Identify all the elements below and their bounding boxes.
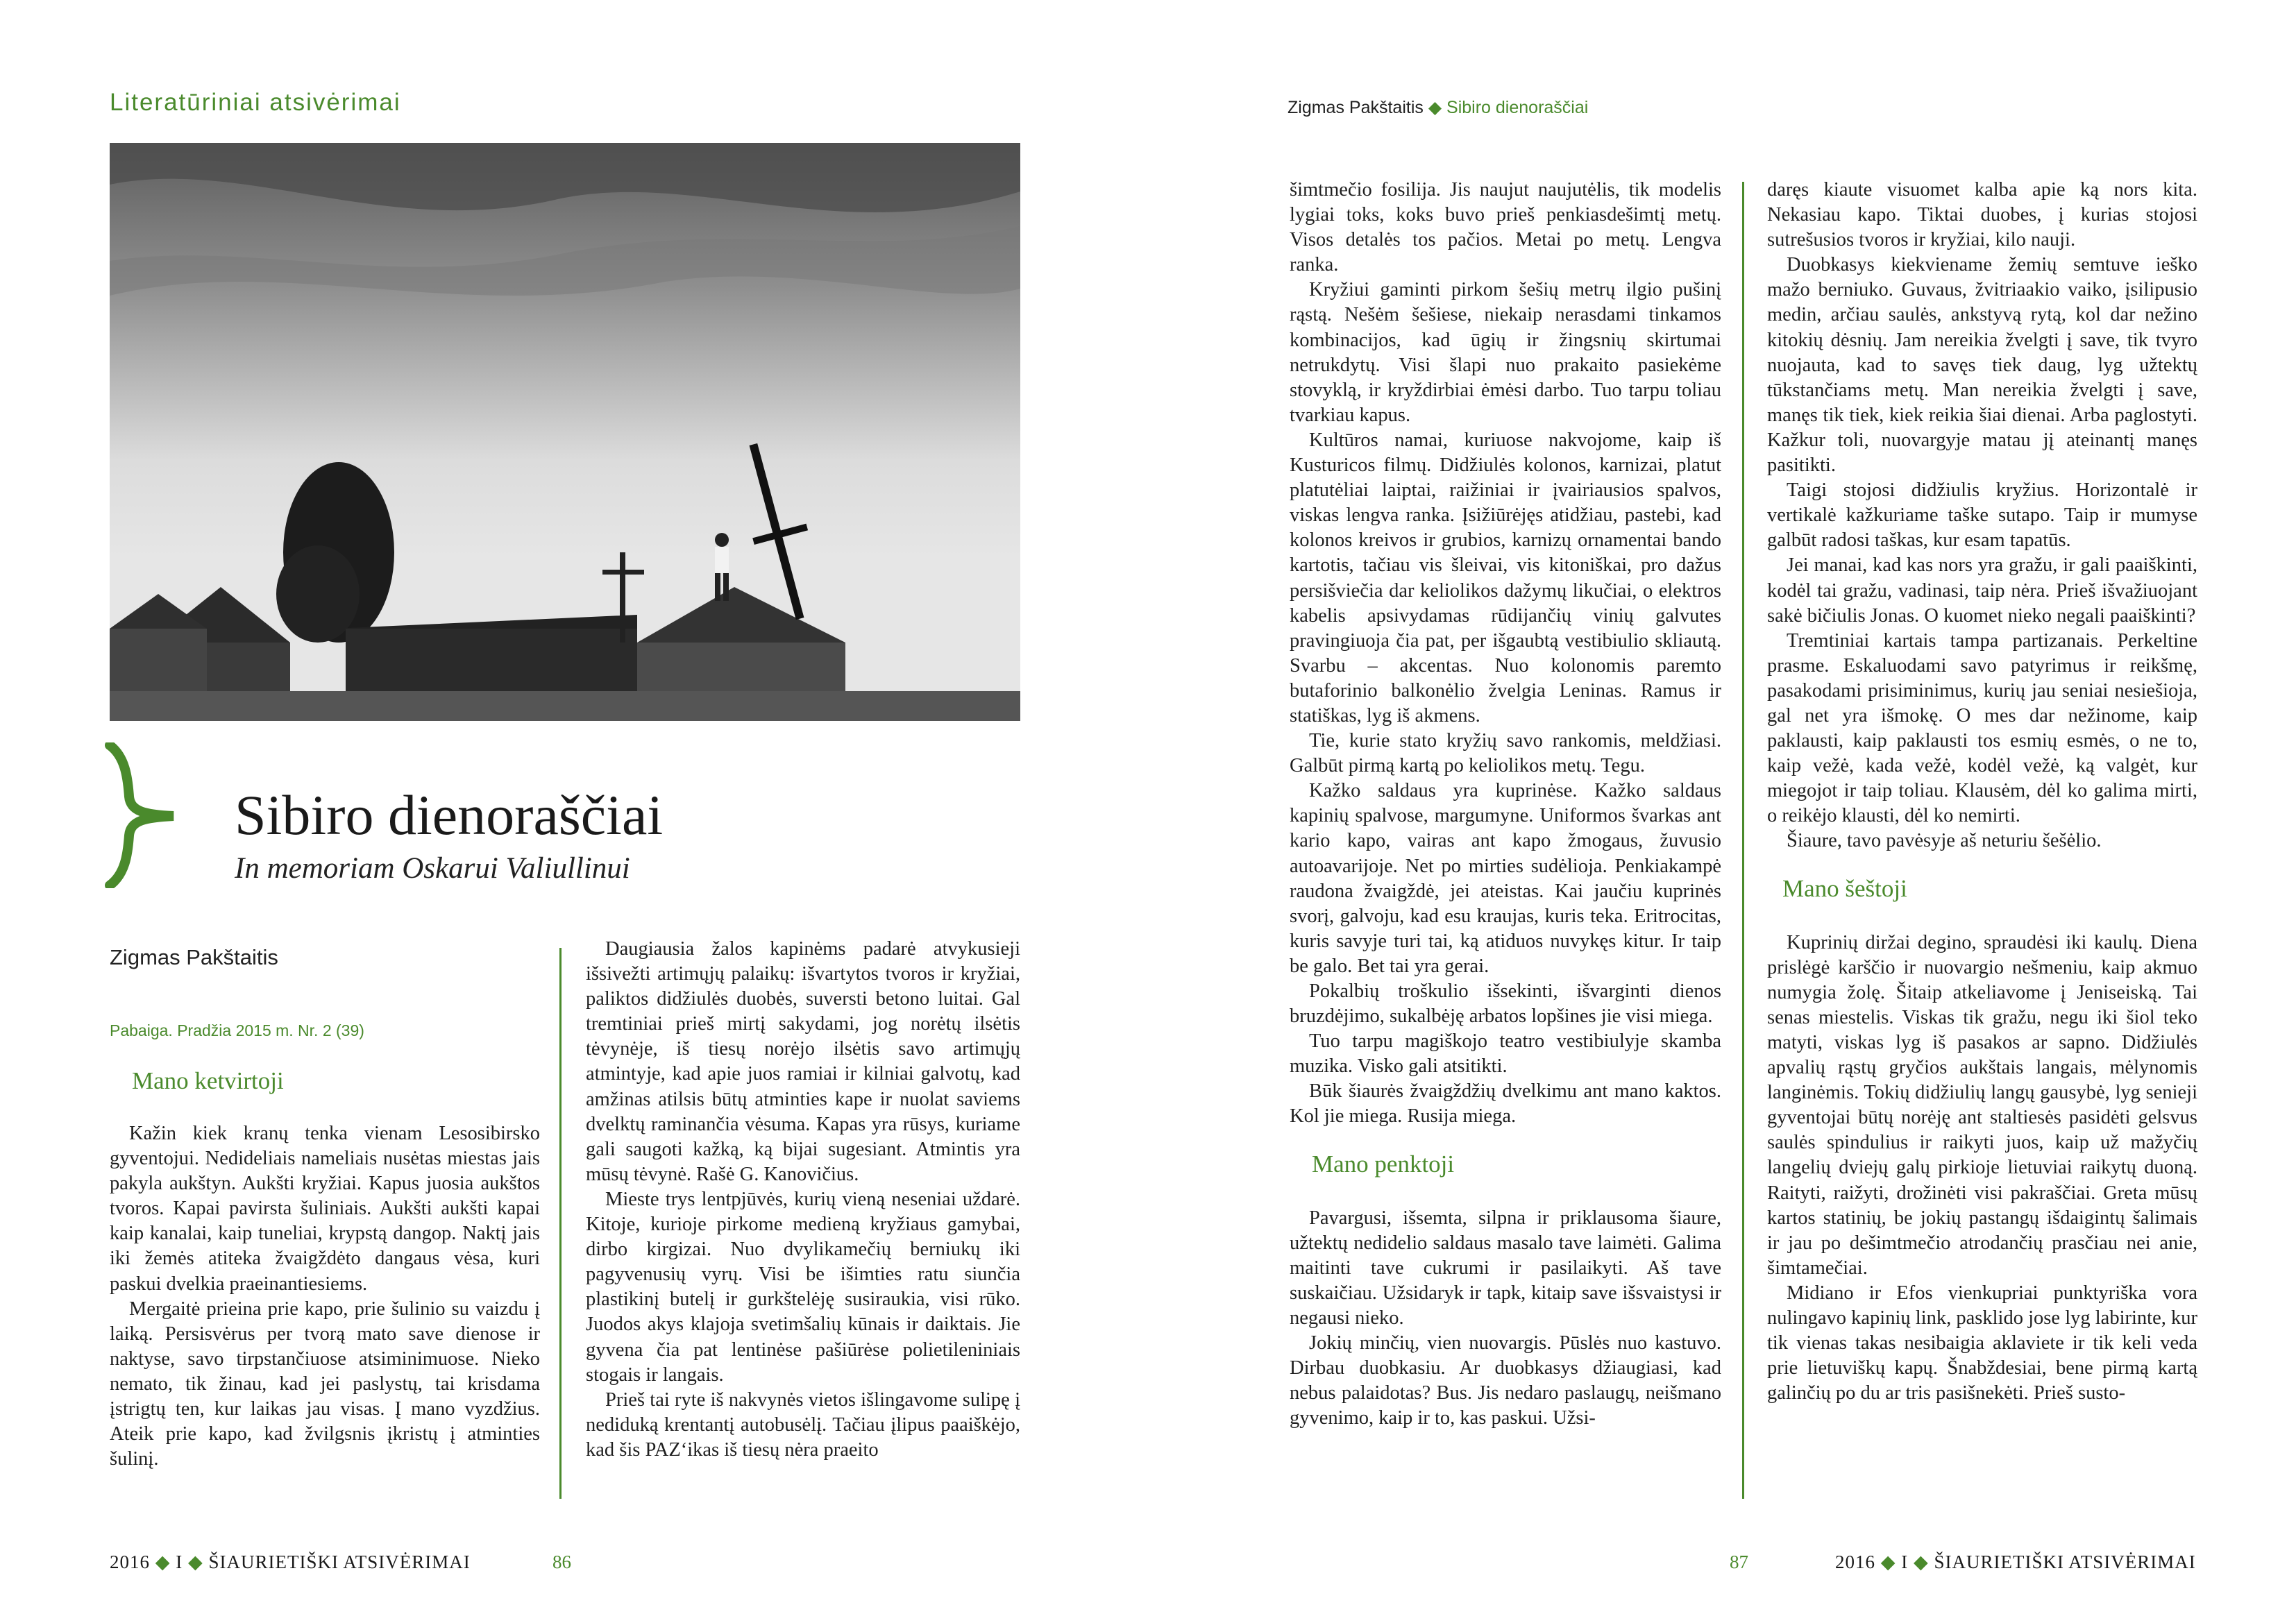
paragraph: Jokių minčių, vien nuovargis. Pūslės nuo kastuvo. Dirbau duobkasiu. Ar duobkasys džiaugiasi, kad nebus palaidotas? Bus. Jis nedaro paslaugų, neišmano gyvenimo, kaip ir to, kas paskui. Užsi- (1290, 1332, 1721, 1429)
decorative-brace-icon (104, 742, 180, 888)
paragraph: šimtmečio fosilija. Jis naujut naujutėlis, tik modelis lygiai toks, koks buvo prieš penkiasdešimtį metų. Visos detalės tos pačios. Metai po metų. Lengva ranka. (1290, 179, 1721, 276)
page-number-left: 86 (552, 1552, 571, 1572)
paragraph: Jei manai, kad kas nors yra gražu, ir gali paaiškinti, kodėl tai gražu, vadinasi, taip nėra. Prieš išvažiuojant sakė bičiulis Jonas. O kuomet nieko negali paaiškinti? (1767, 554, 2197, 627)
right-running-header (1288, 97, 1588, 118)
paragraph: Kultūros namai, kuriuose nakvojome, kaip iš Kusturicos filmų. Didžiulės kolonos, karnizai, platut platutėliai laiptai, raižiniai ir įvairiausios spalvos, viskas lengva ranka. Įsižiūrėjęs atidžiau, pastebi, kad kolonos kreivos ir grubios, karnizų ornamentai bando kartotis, tačiau vis šleivai, vis kitoniškai, pro dažus persišviečia dar keliolikos dažymų likučiai, o elektros kabelis apsivydamas rūdijančių vinių galvutes pravingiuoja čia pat, per išgaubtą vestibiulio skliautą. Svarbu – akcentas. Nuo kolonomis paremto butaforinio balkonėlio žvelgia Leninas. Ramus ir statiškas, lyg iš akmens. (1290, 429, 1721, 726)
paragraph: Kažko saldaus yra kuprinėse. Kažko saldaus kapinių spalvose, margumyne. Uniformos švarkas ant kario kapo, vairas ant kapo žmogaus, žuvusio autoavarijoje. Net po mirties sudėlioja. Penkiakampė raudona žvaigždė, jei ateistas. Kai jaučiu kuprinės svorį, galvoju, kad esu kraujas, kuris teka. Eritrocitas, kuris savyje turi tai, ką atiduos nuvykęs kitur. Ir taip be galo. Bet tai yra gerai. (1290, 780, 1721, 977)
paragraph: Pavargusi, išsemta, silpna ir priklausoma šiaure, užtektų nedidelio saldaus masalo tave laimėti. Galima maitinti tave cukrumi ir pasilaikyti. Aš tave suskaičiau. Užsidaryk ir tapk, kitaip save išsvaistysi ir negausi nieko. (1290, 1207, 1721, 1329)
text-column-3 (1290, 178, 1721, 1431)
text-column-1 (110, 1121, 540, 1472)
paragraph: Pokalbių troškulio išsekinti, išvarginti dienos bruzdėjimo, sukalbėję arbatos lopšines jie visi miega. (1290, 980, 1721, 1028)
section-running-header: Literatūriniai atsivėrimai (110, 89, 401, 116)
subheading-sestoji: Mano šeštoji (1782, 874, 1907, 902)
footer-issue: I (1901, 1552, 1909, 1572)
subheading-penktoji: Mano penktoji (1312, 1150, 1455, 1178)
continuation-note: Pabaiga. Pradžia 2015 m. Nr. 2 (39) (110, 1021, 364, 1039)
article-subtitle: In memoriam Oskarui Valiullinui (235, 852, 630, 885)
paragraph: Mergaitė prieina prie kapo, prie šulinio su vaizdu į laiką. Persisvėrus per tvorą mato save dienose ir naktyse, savo tirpstančiuose atsiminimuose. Nieko nemato, tik žinau, kad jei paslystų, tai krisdama įstrigtų ten, kur laikas jau visas. Į mano vyzdžius. Ateik prie kapo, kad žvilgsnis įkristų į atminties šulinį. (110, 1298, 540, 1470)
page-number-right: 87 (1730, 1552, 1748, 1572)
diamond-icon: ◆ (155, 1552, 171, 1572)
column-divider (1742, 182, 1744, 1499)
paragraph: Kažin kiek kranų tenka vienam Lesosibirsko gyventojui. Nedideliais nameliais nusėtas miestas jais pakyla aukštyn. Aukšti kryžiai. Kapus juosia aukštos tvoros. Kapai pavirsta šuliniais. Aukšti aukšti kapai kaip kanalai, kaip tuneliai, krypstą dangop. Naktį jais iki žemės atiteka žvaigždėto dangaus vėsa, kuri paskui dvelkia praeinantiesiems. (110, 1123, 540, 1295)
footer-right (1835, 1552, 2196, 1573)
paragraph: Daugiausia žalos kapinėms padarė atvykusieji išsivežti artimųjų palaikų: išvartytos tvoros ir kryžiai, paliktos didžiulės duobės, suversti betono luitai. Gal tremtiniai prieš mirtį sakydami, jog norėtų ilsėtis tėvynėje, iš tiesų norėjo ilsėtis savo artimųjų atmintyje, kad apie juos ramiai ir kilniai galvotų, kad amžinas atilsis būtų atminties kape ir nuolat saviems dvelktų raminančia vėsuma. Kapas yra rūsys, kuriame gali saugoti kažką, ką bijai sugesiant. Atmintis yra mūsų tėvynė. Rašė G. Kanovičius. (586, 938, 1020, 1185)
paragraph: Tremtiniai kartais tampa partizanais. Perkeltine prasme. Eskaluodami savo patyrimus ir reikšmę, pasakodami prisiminimus, kurių jau seniai nesiešioja, gal net yra išmokę. O mes dar nežinome, kaip paklausti, kaip paklausti tos esmių esmės, o ne to, kaip vežė, kada vežė, kodėl vežė, ką valgėt, kur miegojot ir taip toliau. Klausėm, dėl ko galima mirti, o reikėjo klausti, dėl ko nemirti. (1767, 629, 2197, 827)
paragraph: Taigi stojosi didžiulis kryžius. Horizontalė ir vertikalė kažkuriame taške sutapo. Taip ir mumyse galbūt radosi taškas, kur esam tapatūs. (1767, 479, 2197, 552)
article-photo (110, 143, 1020, 721)
paragraph: Tuo tarpu magiškojo teatro vestibiulyje skamba muzika. Visko gali atsitikti. (1290, 1030, 1721, 1078)
paragraph: Kuprinių diržai degino, spraudėsi iki kaulų. Diena prislėgė karščio ir nuovargio nešmeniu, kaip akmuo numygia žolę. Šitaip atkeliavome į Jeniseiską. Tai senas miestelis. Viskas tik gražu, negu iki šiol teko matyti, viskas lyg iš pasakos ar sapno. Didžiulės apvalių rąstų gryčios aukštais langais, mėlynomis langinėmis. Tokių didžiulių langų gausybė, lyg senieji gyventojai būtų norėję ant staltiesės pasidėti gelsvus saulės spindulius ir raikyti juos, kaip už mažyčių langelių dviejų galų pirkioje lietuviai raikytų duoną. Raityti, raižyti, drožinėti visi pakraščiai. Greta mūsų kartos statinių, be jokių pastangų išdaigintų šalimais ir jau po dešimtmečio atrodančių prasčiau nei anie, šimtamečiai. (1767, 931, 2197, 1279)
footer-year: 2016 (110, 1552, 150, 1572)
paragraph: Kryžiui gaminti pirkom šešių metrų ilgio pušinį rąstą. Nešėm šešiese, niekaip nerasdami tinkamos kombinacijos, kad ūgių ir žingsnių skirtumai netrukdytų. Visi šlapi nuo prakaito pasiekėme stovyklą, ir kryždirbiai ėmėsi darbo. Tuo tarpu toliau tvarkiau kapus. (1290, 279, 1721, 426)
paragraph: daręs kiaute visuomet kalba apie ką nors kita. Nekasiau kapo. Tiktai duobes, į kurias stojosi sutrešusios tvoros ir kryžiai, kilo nauji. (1767, 179, 2197, 251)
column-divider (559, 948, 562, 1499)
article-author: Zigmas Pakštaitis (110, 945, 278, 969)
footer-left (110, 1552, 471, 1573)
paragraph: Mieste trys lentpjūvės, kurių vieną neseniai uždarė. Kitoje, kurioje pirkome medieną kryžiaus gamybai, dirbo kirgizai. Nuo dvylikamečių berniukų iki pagyvenusių vyrų. Visi be išimties ratu siunčia plastikinį butelį ir gurkštelėję susiraukia, visi rūko. Juodos akys klajoja svetimšalių kūnais ir daiktais. Jie gyvena čia pat lentinėse pašiūrėse polietileniniais stogais ir langais. (586, 1188, 1020, 1386)
subheading-ketvirtoji: Mano ketvirtoji (132, 1067, 284, 1094)
paragraph: Būk šiaurės žvaigždžių dvelkimu ant mano kaktos. Kol jie miega. Rusija miega. (1290, 1080, 1721, 1128)
text-column-4 (1767, 178, 2197, 1406)
diamond-icon: ◆ (1914, 1552, 1929, 1572)
diamond-icon: ◆ (1428, 98, 1442, 117)
paragraph: Prieš tai ryte iš nakvynės vietos išlingavome sulipę į nediduką krentantį autobusėlį. Tačiau įlipus paaiškėjo, kad šis PAZ‘ikas iš tiesų nėra praeito (586, 1388, 1020, 1461)
paragraph: Tie, kurie stato kryžių savo rankomis, meldžiasi. Galbūt pirmą kartą po keliolikos metų. Tegu. (1290, 730, 1721, 777)
footer-journal: ŠIAURIETIŠKI ATSIVĖRIMAI (1934, 1552, 2196, 1572)
running-header-author: Zigmas Pakštaitis (1288, 98, 1424, 117)
text-column-2 (586, 937, 1020, 1463)
article-title: Sibiro dienoraščiai (235, 783, 664, 847)
footer-journal: ŠIAURIETIŠKI ATSIVĖRIMAI (208, 1552, 471, 1572)
diamond-icon: ◆ (188, 1552, 203, 1572)
footer-year: 2016 (1835, 1552, 1875, 1572)
photo-illustration (110, 143, 1020, 721)
paragraph: Šiaure, tavo pavėsyje aš neturiu šešėlio. (1787, 830, 2102, 852)
footer-issue: I (176, 1552, 183, 1572)
paragraph: Midiano ir Efos vienkupriai punktyriška vora nulingavo kapinių link, pasklido jose lyg labirinte, kur tik vienas takas nesibaigia aklaviete ir tik keli veda prie lietuviškų kapų. Šnabždesiai, bene pirmą kartą galinčių po du ar tris pasišnekėti. Prieš susto- (1767, 1282, 2197, 1404)
paragraph: Duobkasys kiekviename žemių semtuve ieško mažo berniuko. Guvaus, žvitriaakio vaiko, įsilipusio medin, arčiau saulės, ankstyvą rytą, kol dar nežino kitokių dėsnių. Jam nereikia žvelgti į save, tik tvyro nuojauta, kad to savęs tiek daug, lyg užtektų tūkstančiams metų. Man nereikia žvelgti į save, manęs tik tiek, kiek reikia šiai dienai. Arba paglostyti. Kažkur toli, nuovargyje matau jį ateinantį manęs pasitikti. (1767, 254, 2197, 477)
diamond-icon: ◆ (1880, 1552, 1896, 1572)
running-header-title: Sibiro dienoraščiai (1446, 98, 1589, 117)
